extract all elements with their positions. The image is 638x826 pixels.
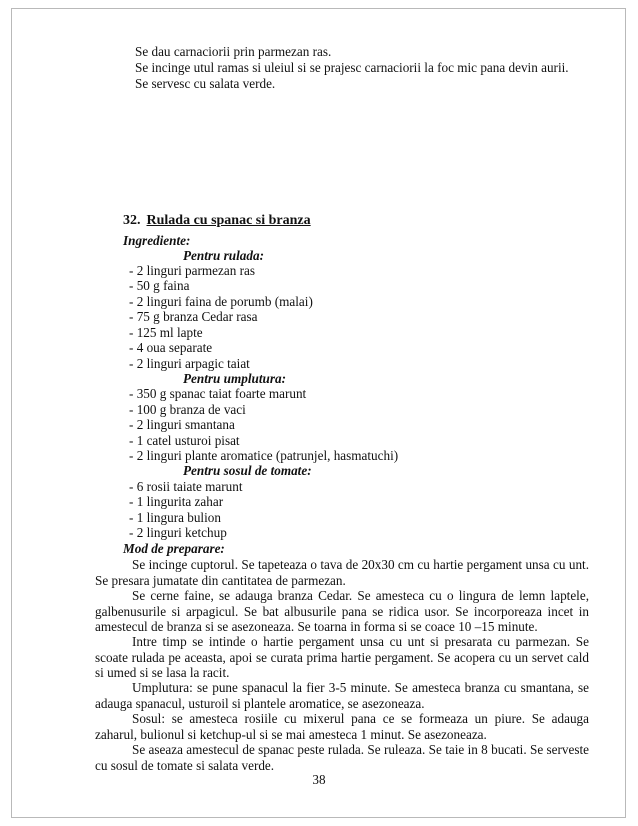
recipe-title (123, 213, 311, 229)
recipe-title-text: Rulada cu spanac si branza (146, 213, 311, 228)
method-paragraph: Se aseaza amestecul de spanac peste rulada. Se ruleaza. Se taie in 8 bucati. Se serveste cu sosul de tomate si salata verde. (95, 742, 589, 773)
ingredient-item: - 2 linguri parmezan ras (129, 263, 255, 278)
method-paragraph: Sosul: se amesteca rosiile cu mixerul pana ce se formeaza un piure. Se adauga zaharul, bulionul si ketchup-ul si se mai amesteca 1 minut. Se asezoneaza. (95, 711, 589, 742)
method-paragraph: Intre timp se intinde o hartie pergament unsa cu unt si presarata cu parmezan. Se scoate rulada pe aceasta, apoi se curata prima hartie pergament. Se acopera cu un servet cald si umed si se lasa la racit. (95, 634, 589, 681)
intro-line: Se incinge utul ramas si uleiul si se prajesc carnaciorii la foc mic pana devin aurii. (135, 60, 569, 75)
ingredient-item: - 2 linguri arpagic taiat (129, 356, 250, 371)
group-heading: Pentru rulada: (183, 248, 264, 263)
ingredient-item: - 1 catel usturoi pisat (129, 433, 240, 448)
method-paragraph: Se incinge cuptorul. Se tapeteaza o tava de 20x30 cm cu hartie pergament unsa cu unt. Se presara jumatate din cantitatea de parmezan. (95, 557, 589, 588)
ingredient-item: - 2 linguri plante aromatice (patrunjel, hasmatuchi) (129, 448, 399, 463)
method-paragraph: Se cerne faine, se adauga branza Cedar. Se amesteca cu o lingura de lemn laptele, galbenusurile si arpagicul. Se bat albusurile pana se ridica usor. Se incorporeaza incet in amestecul de branza si se asezoneaza. Se toarna in forma si se coace 10 –15 minute. (95, 588, 589, 635)
ingredient-item: - 1 lingurita zahar (129, 494, 224, 509)
ingredient-item: - 2 linguri smantana (129, 417, 235, 432)
group-heading: Pentru sosul de tomate: (183, 463, 312, 478)
intro-line: Se servesc cu salata verde. (135, 76, 276, 91)
method-heading: Mod de preparare: (123, 541, 225, 556)
ingredient-item: - 350 g spanac taiat foarte marunt (129, 386, 307, 401)
intro-line: Se dau carnaciorii prin parmezan ras. (135, 44, 332, 59)
method-paragraph: Umplutura: se pune spanacul la fier 3-5 minute. Se amesteca branza cu smantana, se adauga spanacul, usturoil si plantele aromatice, se asezoneaza. (95, 680, 589, 711)
ingredient-item: - 50 g faina (129, 278, 190, 293)
ingredient-item: - 100 g branza de vaci (129, 402, 246, 417)
ingredient-item: - 125 ml lapte (129, 325, 203, 340)
ingredient-item: - 2 linguri faina de porumb (malai) (129, 294, 313, 309)
page-number: 38 (312, 772, 326, 787)
ingredient-item: - 1 lingura bulion (129, 510, 221, 525)
ingredient-item: - 4 oua separate (129, 340, 213, 355)
ingredient-item: - 2 linguri ketchup (129, 525, 227, 540)
ingredients-heading: Ingrediente: (123, 233, 191, 248)
ingredient-item: - 6 rosii taiate marunt (129, 479, 243, 494)
group-heading: Pentru umplutura: (183, 371, 286, 386)
ingredient-item: - 75 g branza Cedar rasa (129, 309, 258, 324)
recipe-number: 32. (123, 213, 141, 228)
